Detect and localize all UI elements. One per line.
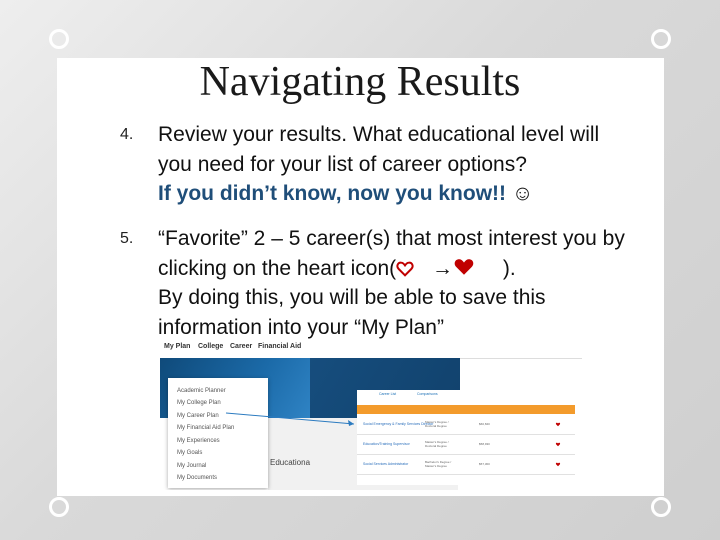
- career-table: [357, 390, 575, 485]
- item-body-end: ).: [502, 256, 516, 280]
- nav-item: Financial Aid: [258, 343, 302, 350]
- career-name: Social Services Administrator: [363, 462, 409, 466]
- menu-item: My Experiences: [177, 438, 220, 444]
- menu-item: My College Plan: [177, 400, 221, 406]
- career-name: Education/Training Supervisor: [363, 442, 410, 446]
- career-wage: $58,930: [479, 442, 490, 446]
- table-row: [357, 416, 575, 435]
- career-name: Social Emergency & Family Services Director: [363, 422, 434, 426]
- heart-outline-icon: [396, 260, 414, 278]
- career-education: Master's Degree / Doctoral Degree: [425, 440, 449, 448]
- table-tab: Comparisons: [417, 392, 438, 396]
- heart-icon[interactable]: [555, 422, 561, 427]
- corner-ring-icon: [48, 28, 70, 50]
- table-tab: Career List: [379, 392, 397, 396]
- career-wage: $60,840: [479, 422, 490, 426]
- career-wage: $57,300: [479, 462, 490, 466]
- heart-solid-icon: [453, 256, 475, 278]
- slide-title: Navigating Results: [199, 59, 521, 105]
- screenshot-nav: [160, 340, 582, 359]
- table-row: [357, 456, 575, 475]
- menu-item: My Goals: [177, 450, 203, 456]
- item-body: “Favorite” 2 – 5 career(s) that most interest you by clicking on the heart icon(: [158, 227, 625, 280]
- pointer-arrow-icon: [222, 400, 362, 430]
- corner-ring-icon: [48, 496, 70, 518]
- nav-item: College: [198, 343, 224, 350]
- item-text: [158, 120, 638, 209]
- menu-item: My Career Plan: [177, 413, 219, 419]
- item-number: 4.: [120, 126, 134, 143]
- heart-icon[interactable]: [555, 462, 561, 467]
- corner-ring-icon: [650, 28, 672, 50]
- corner-ring-icon: [650, 496, 672, 518]
- heart-icon[interactable]: [555, 442, 561, 447]
- arrow-text: →: [431, 256, 453, 280]
- item-text: [158, 224, 638, 342]
- nav-item: My Plan: [164, 343, 191, 350]
- career-education: Bachelor's Degree / Master's Degree: [425, 460, 452, 468]
- highlight-text: If you didn’t know, now you know!!: [158, 182, 507, 205]
- menu-item: My Journal: [177, 463, 207, 469]
- item-number: 5.: [120, 230, 134, 247]
- table-header: [357, 405, 575, 414]
- menu-item: My Financial Aid Plan: [177, 425, 235, 431]
- nav-item: Career: [230, 343, 253, 350]
- career-education: Master's Degree / Doctoral Degree: [425, 420, 449, 428]
- menu-item: Academic Planner: [177, 388, 226, 394]
- menu-item: My Documents: [177, 475, 218, 481]
- embedded-screenshot: [160, 340, 582, 490]
- item-body-more: By doing this, you will be able to save this information into your “My Plan”: [158, 286, 546, 339]
- dropdown-menu: [168, 378, 268, 488]
- table-row: [357, 436, 575, 455]
- smiley-icon: ☺: [511, 182, 534, 205]
- item-body: Review your results. What educational level will you need for your list of career options?: [158, 123, 600, 176]
- education-label: Educationa: [270, 458, 311, 467]
